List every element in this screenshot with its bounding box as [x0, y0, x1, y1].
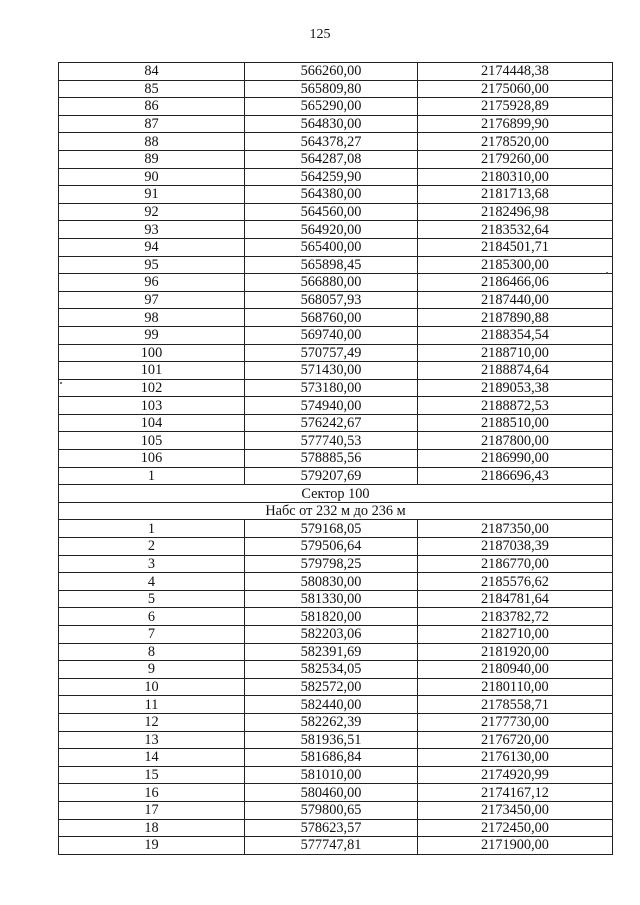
point-number: 13 [59, 731, 245, 749]
point-number: 11 [59, 696, 245, 714]
y-coordinate: 2180110,00 [418, 678, 613, 696]
y-coordinate: 2177730,00 [418, 713, 613, 731]
x-coordinate: 579168,05 [245, 520, 418, 538]
table-row [59, 608, 613, 626]
x-coordinate: 582391,69 [245, 643, 418, 661]
x-coordinate: 565809,80 [245, 80, 418, 98]
table-row [59, 713, 613, 731]
point-number: 15 [59, 766, 245, 784]
table-row [59, 238, 613, 256]
x-coordinate: 578885,56 [245, 450, 418, 468]
table-row [59, 80, 613, 98]
point-number: 94 [59, 238, 245, 256]
y-coordinate: 2186770,00 [418, 555, 613, 573]
y-coordinate: 2174920,99 [418, 766, 613, 784]
y-coordinate: 2183532,64 [418, 221, 613, 239]
table-row [59, 63, 613, 81]
y-coordinate: 2178558,71 [418, 696, 613, 714]
table-row [59, 801, 613, 819]
point-number: 12 [59, 713, 245, 731]
x-coordinate: 569740,00 [245, 326, 418, 344]
table-row [59, 133, 613, 151]
point-number: 2 [59, 538, 245, 556]
y-coordinate: 2184501,71 [418, 238, 613, 256]
y-coordinate: 2185576,62 [418, 573, 613, 591]
x-coordinate: 581820,00 [245, 608, 418, 626]
point-number: 14 [59, 749, 245, 767]
point-number: 5 [59, 590, 245, 608]
x-coordinate: 581686,84 [245, 749, 418, 767]
point-number: 105 [59, 432, 245, 450]
y-coordinate: 2186466,06 [418, 274, 613, 292]
page-number: 125 [309, 27, 331, 42]
y-coordinate: 2172450,00 [418, 819, 613, 837]
x-coordinate: 581330,00 [245, 590, 418, 608]
table-row [59, 115, 613, 133]
y-coordinate: 2187350,00 [418, 520, 613, 538]
sector-title: Сектор 100 [59, 485, 613, 503]
table-row [59, 590, 613, 608]
point-number: 8 [59, 643, 245, 661]
y-coordinate: 2184781,64 [418, 590, 613, 608]
point-number: 102 [59, 379, 245, 397]
point-number: 99 [59, 326, 245, 344]
x-coordinate: 564380,00 [245, 186, 418, 204]
x-coordinate: 564378,27 [245, 133, 418, 151]
table-row [59, 397, 613, 415]
table-row [59, 766, 613, 784]
table-row [59, 344, 613, 362]
table-row [59, 186, 613, 204]
table-row [59, 379, 613, 397]
x-coordinate: 581010,00 [245, 766, 418, 784]
point-number: 3 [59, 555, 245, 573]
table-row [59, 643, 613, 661]
y-coordinate: 2187440,00 [418, 291, 613, 309]
point-number: 100 [59, 344, 245, 362]
table-row [59, 819, 613, 837]
table-row [59, 256, 613, 274]
y-coordinate: 2188874,64 [418, 362, 613, 380]
point-number: 10 [59, 678, 245, 696]
y-coordinate: 2180310,00 [418, 168, 613, 186]
x-coordinate: 579800,65 [245, 801, 418, 819]
point-number: 90 [59, 168, 245, 186]
x-coordinate: 580460,00 [245, 784, 418, 802]
point-number: 92 [59, 203, 245, 221]
point-number: 84 [59, 63, 245, 81]
y-coordinate: 2187800,00 [418, 432, 613, 450]
y-coordinate: 2188872,53 [418, 397, 613, 415]
x-coordinate: 580830,00 [245, 573, 418, 591]
table-row [59, 538, 613, 556]
y-coordinate: 2178520,00 [418, 133, 613, 151]
point-number: 103 [59, 397, 245, 415]
point-number: 17 [59, 801, 245, 819]
x-coordinate: 566880,00 [245, 274, 418, 292]
x-coordinate: 570757,49 [245, 344, 418, 362]
table-row [59, 326, 613, 344]
scan-speck [606, 272, 608, 274]
y-coordinate: 2189053,38 [418, 379, 613, 397]
y-coordinate: 2171900,00 [418, 837, 613, 855]
table-row [59, 661, 613, 679]
y-coordinate: 2176899,90 [418, 115, 613, 133]
point-number: 6 [59, 608, 245, 626]
y-coordinate: 2183782,72 [418, 608, 613, 626]
y-coordinate: 2187038,39 [418, 538, 613, 556]
table-row [59, 626, 613, 644]
x-coordinate: 568057,93 [245, 291, 418, 309]
point-number: 85 [59, 80, 245, 98]
scan-speck [60, 382, 62, 384]
x-coordinate: 564830,00 [245, 115, 418, 133]
x-coordinate: 571430,00 [245, 362, 418, 380]
y-coordinate: 2182496,98 [418, 203, 613, 221]
y-coordinate: 2180940,00 [418, 661, 613, 679]
x-coordinate: 582534,05 [245, 661, 418, 679]
sector-header [59, 485, 613, 520]
sector-title-row [59, 485, 613, 503]
table-row [59, 291, 613, 309]
table-row [59, 678, 613, 696]
table-row [59, 467, 613, 485]
height-range: Набс от 232 м до 236 м [59, 502, 613, 520]
table-row [59, 150, 613, 168]
y-coordinate: 2186990,00 [418, 450, 613, 468]
table-row [59, 784, 613, 802]
point-number: 89 [59, 150, 245, 168]
x-coordinate: 565290,00 [245, 98, 418, 116]
table-row [59, 696, 613, 714]
table-row [59, 450, 613, 468]
y-coordinate: 2175060,00 [418, 80, 613, 98]
y-coordinate: 2179260,00 [418, 150, 613, 168]
point-number: 87 [59, 115, 245, 133]
point-number: 98 [59, 309, 245, 327]
x-coordinate: 581936,51 [245, 731, 418, 749]
y-coordinate: 2175928,89 [418, 98, 613, 116]
x-coordinate: 582203,06 [245, 626, 418, 644]
point-number: 104 [59, 414, 245, 432]
point-number: 16 [59, 784, 245, 802]
y-coordinate: 2188710,00 [418, 344, 613, 362]
x-coordinate: 579798,25 [245, 555, 418, 573]
y-coordinate: 2182710,00 [418, 626, 613, 644]
x-coordinate: 574940,00 [245, 397, 418, 415]
table-row [59, 309, 613, 327]
table-row [59, 432, 613, 450]
table-row [59, 98, 613, 116]
point-number: 19 [59, 837, 245, 855]
x-coordinate: 564259,90 [245, 168, 418, 186]
height-range-row [59, 502, 613, 520]
table-row [59, 573, 613, 591]
table-row [59, 520, 613, 538]
point-number: 7 [59, 626, 245, 644]
x-coordinate: 577747,81 [245, 837, 418, 855]
table-row [59, 414, 613, 432]
point-number: 4 [59, 573, 245, 591]
table-row [59, 731, 613, 749]
x-coordinate: 564287,08 [245, 150, 418, 168]
x-coordinate: 582440,00 [245, 696, 418, 714]
x-coordinate: 582572,00 [245, 678, 418, 696]
y-coordinate: 2186696,43 [418, 467, 613, 485]
x-coordinate: 565400,00 [245, 238, 418, 256]
y-coordinate: 2174448,38 [418, 63, 613, 81]
x-coordinate: 573180,00 [245, 379, 418, 397]
y-coordinate: 2187890,88 [418, 309, 613, 327]
point-number: 96 [59, 274, 245, 292]
point-number: 9 [59, 661, 245, 679]
x-coordinate: 577740,53 [245, 432, 418, 450]
y-coordinate: 2181713,68 [418, 186, 613, 204]
y-coordinate: 2181920,00 [418, 643, 613, 661]
table-row [59, 362, 613, 380]
x-coordinate: 579207,69 [245, 467, 418, 485]
table-row [59, 837, 613, 855]
point-number: 86 [59, 98, 245, 116]
point-number: 106 [59, 450, 245, 468]
point-number: 88 [59, 133, 245, 151]
point-number: 91 [59, 186, 245, 204]
x-coordinate: 578623,57 [245, 819, 418, 837]
x-coordinate: 564560,00 [245, 203, 418, 221]
x-coordinate: 576242,67 [245, 414, 418, 432]
y-coordinate: 2188510,00 [418, 414, 613, 432]
y-coordinate: 2176130,00 [418, 749, 613, 767]
table-row [59, 749, 613, 767]
point-number: 93 [59, 221, 245, 239]
y-coordinate: 2174167,12 [418, 784, 613, 802]
table-row [59, 274, 613, 292]
table-row [59, 168, 613, 186]
y-coordinate: 2188354,54 [418, 326, 613, 344]
coordinates-table-body-top [59, 63, 613, 485]
table-row [59, 221, 613, 239]
x-coordinate: 564920,00 [245, 221, 418, 239]
x-coordinate: 568760,00 [245, 309, 418, 327]
point-number: 97 [59, 291, 245, 309]
table-row [59, 203, 613, 221]
y-coordinate: 2185300,00 [418, 256, 613, 274]
coordinates-table [58, 62, 613, 855]
point-number: 101 [59, 362, 245, 380]
y-coordinate: 2176720,00 [418, 731, 613, 749]
x-coordinate: 565898,45 [245, 256, 418, 274]
point-number: 18 [59, 819, 245, 837]
table-row [59, 555, 613, 573]
point-number: 95 [59, 256, 245, 274]
coordinates-table-body-bottom [59, 520, 613, 854]
x-coordinate: 579506,64 [245, 538, 418, 556]
point-number: 1 [59, 467, 245, 485]
x-coordinate: 566260,00 [245, 63, 418, 81]
y-coordinate: 2173450,00 [418, 801, 613, 819]
point-number: 1 [59, 520, 245, 538]
x-coordinate: 582262,39 [245, 713, 418, 731]
